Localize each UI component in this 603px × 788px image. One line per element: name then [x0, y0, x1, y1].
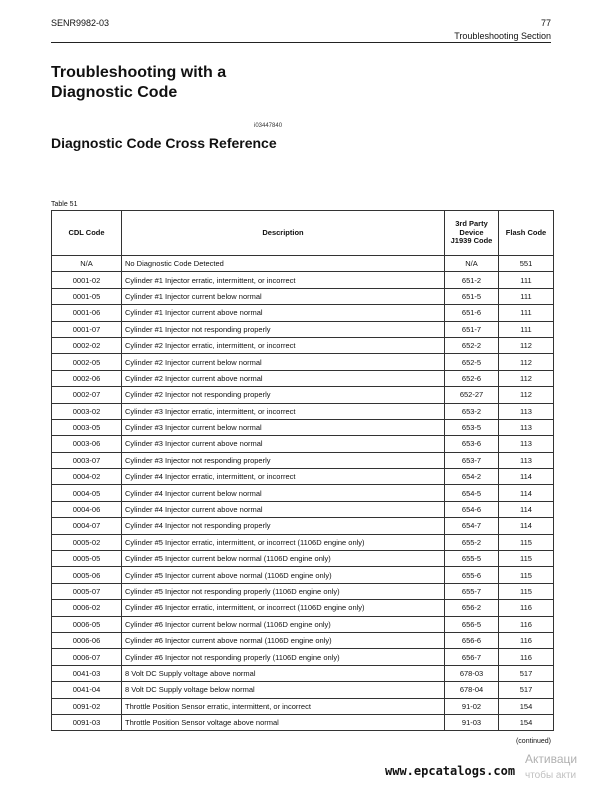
description-cell: No Diagnostic Code Detected [122, 256, 445, 272]
subsection-title: Diagnostic Code Cross Reference [51, 135, 277, 151]
j1939-code-cell: 678-04 [445, 682, 499, 698]
diagnostic-code-table [51, 210, 554, 731]
cdl-code-cell: 0003-02 [52, 403, 122, 419]
flash-code-cell: 116 [499, 600, 554, 616]
j1939-code-cell: 651-2 [445, 272, 499, 288]
j1939-code-cell: 651-7 [445, 321, 499, 337]
description-cell: Cylinder #2 Injector current below normal [122, 354, 445, 370]
table-row [52, 567, 554, 583]
flash-code-cell: 115 [499, 551, 554, 567]
flash-code-cell: 111 [499, 321, 554, 337]
description-cell: Cylinder #4 Injector current below normal [122, 485, 445, 501]
cdl-code-cell: 0002-05 [52, 354, 122, 370]
table-label: Table 51 [51, 201, 78, 208]
table-row [52, 354, 554, 370]
j1939-code-cell: N/A [445, 256, 499, 272]
flash-code-cell: 113 [499, 452, 554, 468]
cdl-code-cell: 0004-06 [52, 501, 122, 517]
flash-code-cell: 115 [499, 567, 554, 583]
reference-id: i03447840 [254, 123, 283, 129]
description-cell: Throttle Position Sensor erratic, intermittent, or incorrect [122, 698, 445, 714]
flash-code-cell: 116 [499, 616, 554, 632]
description-cell: Cylinder #6 Injector current above normal (1106D engine only) [122, 632, 445, 648]
cdl-code-cell: 0005-02 [52, 534, 122, 550]
flash-code-cell: 154 [499, 714, 554, 730]
flash-code-cell: 113 [499, 403, 554, 419]
activation-overlay-line2: чтобы акти [525, 770, 577, 781]
table-row [52, 288, 554, 304]
cdl-code-cell: 0005-05 [52, 551, 122, 567]
table-row [52, 649, 554, 665]
flash-code-cell: 517 [499, 682, 554, 698]
table-row [52, 551, 554, 567]
j1939-code-cell: 655-5 [445, 551, 499, 567]
flash-code-cell: 113 [499, 436, 554, 452]
j1939-code-cell: 91-03 [445, 714, 499, 730]
cdl-code-cell: 0002-02 [52, 337, 122, 353]
table-row [52, 632, 554, 648]
table-row [52, 501, 554, 517]
table-row [52, 387, 554, 403]
table-row [52, 485, 554, 501]
j1939-code-cell: 656-7 [445, 649, 499, 665]
description-cell: Cylinder #3 Injector not responding properly [122, 452, 445, 468]
flash-code-cell: 112 [499, 337, 554, 353]
j1939-code-cell: 652-27 [445, 387, 499, 403]
cdl-code-cell: 0006-06 [52, 632, 122, 648]
description-cell: Cylinder #4 Injector current above normal [122, 501, 445, 517]
table-header-row [52, 211, 554, 256]
page-number: 77 [540, 18, 551, 28]
flash-code-cell: 112 [499, 387, 554, 403]
header-j1939-code: 3rd Party Device J1939 Code [445, 211, 499, 256]
description-cell: Cylinder #4 Injector not responding properly [122, 518, 445, 534]
table-row [52, 305, 554, 321]
j1939-code-cell: 655-7 [445, 583, 499, 599]
table-row [52, 403, 554, 419]
j1939-code-cell: 652-6 [445, 370, 499, 386]
j1939-code-cell: 654-6 [445, 501, 499, 517]
table-row [52, 452, 554, 468]
cdl-code-cell: 0041-04 [52, 682, 122, 698]
description-cell: Cylinder #1 Injector current below normal [122, 288, 445, 304]
flash-code-cell: 112 [499, 370, 554, 386]
table-row [52, 337, 554, 353]
description-cell: Cylinder #6 Injector not responding properly (1106D engine only) [122, 649, 445, 665]
header-rule [51, 42, 551, 43]
activation-overlay-line1: Активаци [525, 752, 578, 766]
description-cell: 8 Volt DC Supply voltage below normal [122, 682, 445, 698]
cdl-code-cell: 0003-06 [52, 436, 122, 452]
description-cell: Cylinder #2 Injector not responding properly [122, 387, 445, 403]
header-flash-code: Flash Code [499, 211, 554, 256]
description-cell: Cylinder #6 Injector current below normal (1106D engine only) [122, 616, 445, 632]
table-row [52, 321, 554, 337]
table-row [52, 583, 554, 599]
cdl-code-cell: 0091-02 [52, 698, 122, 714]
cdl-code-cell: 0041-03 [52, 665, 122, 681]
table-row [52, 370, 554, 386]
cdl-code-cell: 0004-02 [52, 469, 122, 485]
flash-code-cell: 517 [499, 665, 554, 681]
flash-code-cell: 116 [499, 649, 554, 665]
header-cdl-code: CDL Code [52, 211, 122, 256]
flash-code-cell: 114 [499, 485, 554, 501]
description-cell: Cylinder #1 Injector erratic, intermittent, or incorrect [122, 272, 445, 288]
cdl-code-cell: 0001-05 [52, 288, 122, 304]
flash-code-cell: 154 [499, 698, 554, 714]
j1939-code-cell: 653-5 [445, 419, 499, 435]
j1939-code-cell: 656-2 [445, 600, 499, 616]
flash-code-cell: 114 [499, 501, 554, 517]
j1939-code-cell: 655-6 [445, 567, 499, 583]
description-cell: Cylinder #6 Injector erratic, intermittent, or incorrect (1106D engine only) [122, 600, 445, 616]
table-row [52, 665, 554, 681]
table-row [52, 518, 554, 534]
cdl-code-cell: 0005-07 [52, 583, 122, 599]
table-row [52, 272, 554, 288]
j1939-code-cell: 656-5 [445, 616, 499, 632]
description-cell: Cylinder #1 Injector not responding properly [122, 321, 445, 337]
flash-code-cell: 113 [499, 419, 554, 435]
flash-code-cell: 114 [499, 518, 554, 534]
description-cell: Cylinder #1 Injector current above normal [122, 305, 445, 321]
cdl-code-cell: N/A [52, 256, 122, 272]
cdl-code-cell: 0006-02 [52, 600, 122, 616]
description-cell: Cylinder #5 Injector current below normal (1106D engine only) [122, 551, 445, 567]
j1939-code-cell: 652-5 [445, 354, 499, 370]
cdl-code-cell: 0003-05 [52, 419, 122, 435]
flash-code-cell: 116 [499, 632, 554, 648]
table-row [52, 469, 554, 485]
j1939-code-cell: 652-2 [445, 337, 499, 353]
description-cell: Cylinder #5 Injector erratic, intermittent, or incorrect (1106D engine only) [122, 534, 445, 550]
description-cell: 8 Volt DC Supply voltage above normal [122, 665, 445, 681]
flash-code-cell: 111 [499, 272, 554, 288]
table-row [52, 714, 554, 730]
j1939-code-cell: 678-03 [445, 665, 499, 681]
flash-code-cell: 115 [499, 534, 554, 550]
cdl-code-cell: 0091-03 [52, 714, 122, 730]
cdl-code-cell: 0006-07 [52, 649, 122, 665]
cdl-code-cell: 0006-05 [52, 616, 122, 632]
flash-code-cell: 114 [499, 469, 554, 485]
section-title: Troubleshooting Section [454, 31, 551, 41]
description-cell: Throttle Position Sensor voltage above normal [122, 714, 445, 730]
description-cell: Cylinder #2 Injector current above normal [122, 370, 445, 386]
description-cell: Cylinder #5 Injector not responding properly (1106D engine only) [122, 583, 445, 599]
cdl-code-cell: 0001-06 [52, 305, 122, 321]
continued-note: (continued) [515, 738, 551, 745]
flash-code-cell: 111 [499, 288, 554, 304]
j1939-code-cell: 654-5 [445, 485, 499, 501]
watermark: www.epcatalogs.com [385, 764, 516, 778]
description-cell: Cylinder #3 Injector erratic, intermittent, or incorrect [122, 403, 445, 419]
description-cell: Cylinder #2 Injector erratic, intermittent, or incorrect [122, 337, 445, 353]
j1939-code-cell: 91-02 [445, 698, 499, 714]
flash-code-cell: 111 [499, 305, 554, 321]
description-cell: Cylinder #5 Injector current above normal (1106D engine only) [122, 567, 445, 583]
page-title: Troubleshooting with a Diagnostic Code [51, 64, 227, 101]
document-id: SENR9982-03 [51, 18, 110, 28]
cdl-code-cell: 0002-06 [52, 370, 122, 386]
cdl-code-cell: 0001-07 [52, 321, 122, 337]
j1939-code-cell: 651-5 [445, 288, 499, 304]
cdl-code-cell: 0003-07 [52, 452, 122, 468]
j1939-code-cell: 651-6 [445, 305, 499, 321]
cdl-code-cell: 0004-05 [52, 485, 122, 501]
cdl-code-cell: 0002-07 [52, 387, 122, 403]
j1939-code-cell: 653-6 [445, 436, 499, 452]
table-row [52, 616, 554, 632]
header-description: Description [122, 211, 445, 256]
table-row [52, 534, 554, 550]
description-cell: Cylinder #4 Injector erratic, intermittent, or incorrect [122, 469, 445, 485]
table-row [52, 436, 554, 452]
table-row [52, 682, 554, 698]
j1939-code-cell: 654-7 [445, 518, 499, 534]
flash-code-cell: 551 [499, 256, 554, 272]
flash-code-cell: 112 [499, 354, 554, 370]
j1939-code-cell: 656-6 [445, 632, 499, 648]
table-row [52, 600, 554, 616]
cdl-code-cell: 0004-07 [52, 518, 122, 534]
flash-code-cell: 115 [499, 583, 554, 599]
description-cell: Cylinder #3 Injector current above normal [122, 436, 445, 452]
table-row [52, 256, 554, 272]
description-cell: Cylinder #3 Injector current below normal [122, 419, 445, 435]
j1939-code-cell: 655-2 [445, 534, 499, 550]
cdl-code-cell: 0005-06 [52, 567, 122, 583]
cdl-code-cell: 0001-02 [52, 272, 122, 288]
j1939-code-cell: 653-2 [445, 403, 499, 419]
table-row [52, 419, 554, 435]
j1939-code-cell: 654-2 [445, 469, 499, 485]
j1939-code-cell: 653-7 [445, 452, 499, 468]
table-row [52, 698, 554, 714]
